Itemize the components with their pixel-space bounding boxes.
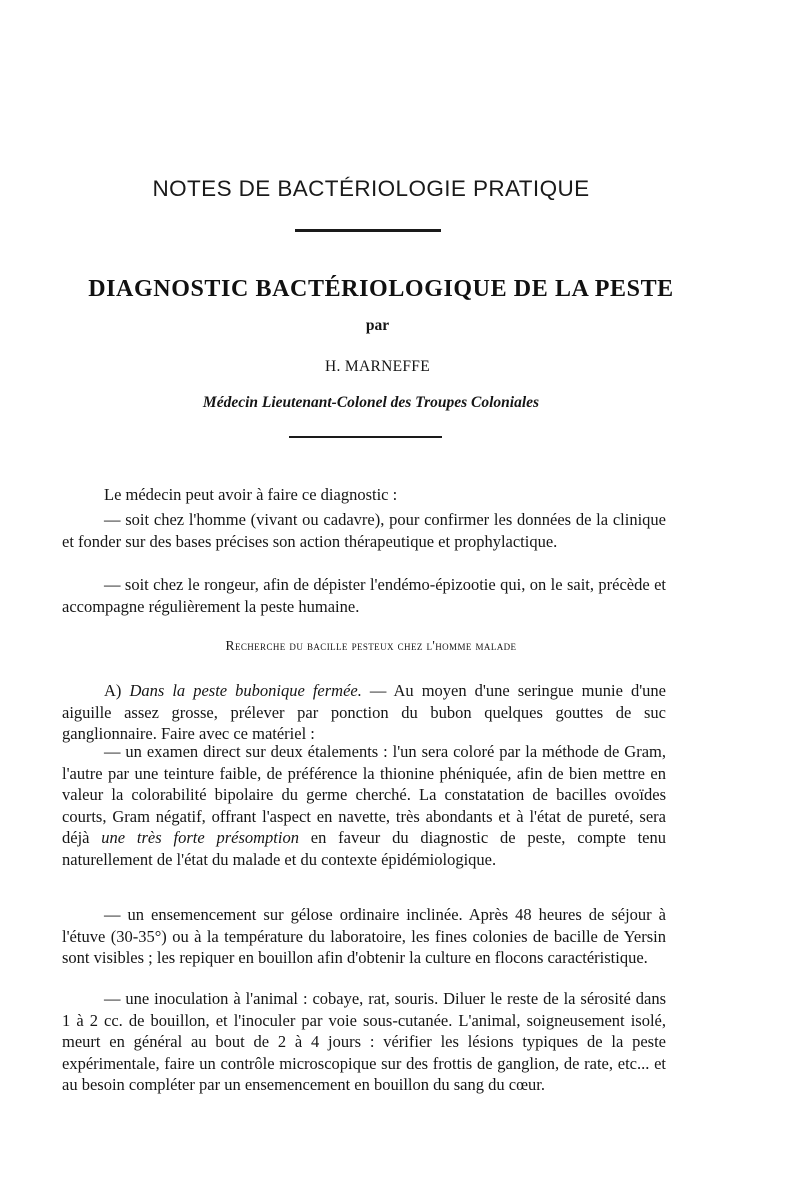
section-heading: Recherche du bacille pesteux chez l'homme malade [225,638,517,653]
title-divider-rule [295,229,441,232]
header-divider-rule [289,436,442,438]
author-name: H. MARNEFFE [325,358,430,375]
examen-direct-end: en faveur du diagnostic de peste, compte tenu naturellement de l'état du malade et du contexte épidémiologique. [62,828,666,869]
paragraph-rongeur-text: — soit chez le rongeur, afin de dépister l'endémo-épizootie qui, on le sait, précède et accompagne régulièrement la peste humaine. [62,575,666,616]
subsection-label: A) [104,681,130,700]
author-affiliation: Médecin Lieutenant-Colonel des Troupes Coloniales [202,394,540,411]
paragraph-homme [62,509,666,552]
paragraph-examen-direct-text [62,741,666,870]
paragraph-peste-bubonique [62,680,666,745]
series-title: NOTES DE BACTÉRIOLOGIE PRATIQUE [152,176,590,201]
paragraph-examen-direct [62,741,666,870]
paragraph-intro [62,484,666,506]
paragraph-inoculation [62,988,666,1096]
paragraph-intro-text: Le médecin peut avoir à faire ce diagnostic : [104,485,398,504]
paragraph-inoculation-text: — une inoculation à l'animal : cobaye, rat, souris. Diluer le reste de la sérosité dans 1 à 2 cc. de bouillon, et l'inoculer par voie sous-cutanée. L'animal, soigneusement isolé, meurt en général au bout de 2 à 4 jours : vérifier les lésions typiques de la peste expérimentale, faire un contrôle microscopique sur des frottis de ganglion, de rate, etc... et au besoin compléter par un ensemencement en bouillon du sang du cœur. [62,989,666,1094]
paragraph-ensemencement [62,904,666,969]
paragraph-peste-bubonique-text [62,680,666,745]
byline-par: par [365,317,390,334]
paragraph-ensemencement-text: — un ensemencement sur gélose ordinaire inclinée. Après 48 heures de séjour à l'étuve (30-35°) ou à la température du laboratoire, les fines colonies de bacille de Yersin sont visibles ; les repiquer en bouillon afin d'obtenir la culture en flocons caractéristique. [62,905,666,967]
paragraph-homme-text: — soit chez l'homme (vivant ou cadavre), pour confirmer les données de la clinique et fonder sur des bases précises son action thérapeutique et prophylactique. [62,510,666,551]
paragraph-rongeur [62,574,666,617]
examen-direct-start: — un examen direct sur deux étalements : l'un sera coloré par la méthode de Gram, l'autre par une teinture faible, de préférence la thionine phéniquée, afin de bien mettre en valeur la colorabilité bipolaire du germe cherché. La constatation de bacilles ovoïdes courts, Gram négatif, offrant l'aspect en navette, très abondants et à l'état de pureté, sera déjà [62,742,666,847]
subsection-title: Dans la peste bubonique fermée. [129,681,362,700]
article-title: DIAGNOSTIC BACTÉRIOLOGIQUE DE LA PESTE [88,276,674,302]
subsection-body: — Au moyen d'une seringue munie d'une aiguille assez grosse, prélever par ponction du bubon quelques gouttes de suc ganglionnaire. Faire avec ce matériel : [62,681,666,743]
examen-direct-emphasis: une très forte présomption [101,828,299,847]
